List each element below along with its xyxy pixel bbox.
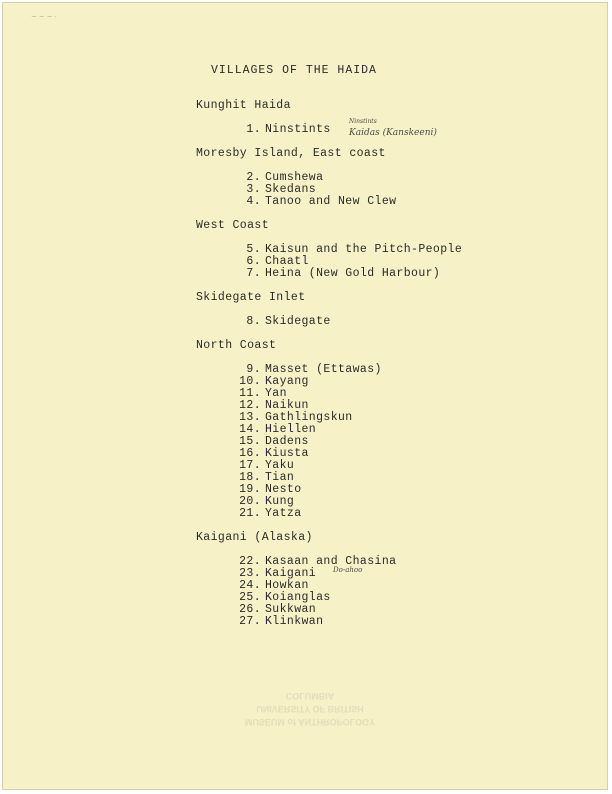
item-name: Tanoo and New Clew xyxy=(265,195,397,208)
item-name: Dadens xyxy=(265,435,309,448)
item-name: Skidegate xyxy=(265,315,331,328)
page-title: VILLAGES OF THE HAIDA xyxy=(211,64,377,77)
item-number: 13. xyxy=(239,411,261,424)
item-name: Yan xyxy=(265,387,287,400)
item-name: Kaisun and the Pitch-People xyxy=(265,243,463,256)
item-name: Koianglas xyxy=(265,591,331,604)
document-page xyxy=(2,2,608,790)
item-number: 11. xyxy=(239,387,261,400)
item-name: Heina (New Gold Harbour) xyxy=(265,267,441,280)
item-name: Sukkwan xyxy=(265,603,317,616)
item-name: Cumshewa xyxy=(265,171,324,184)
section-heading-kunghit-haida: Kunghit Haida xyxy=(196,99,291,112)
handwritten-annotation: Kaidas (Kanskeeni) xyxy=(349,128,437,138)
item-name: Howkan xyxy=(265,579,309,592)
item-name: Kaigani xyxy=(265,567,317,580)
item-number: 27. xyxy=(239,615,261,628)
item-number: 20. xyxy=(239,495,261,508)
item-name: Kung xyxy=(265,495,295,508)
item-number: 22. xyxy=(239,555,261,568)
item-number: 21. xyxy=(239,507,261,520)
item-name: Tian xyxy=(265,471,295,484)
item-number: 19. xyxy=(239,483,261,496)
item-name: Nesto xyxy=(265,483,302,496)
item-number: 18. xyxy=(239,471,261,484)
item-name: Kiusta xyxy=(265,447,309,460)
section-heading-north-coast: North Coast xyxy=(196,339,277,352)
item-number: 1. xyxy=(246,123,261,136)
item-name: Kasaan and Chasina xyxy=(265,555,397,568)
item-number: 26. xyxy=(239,603,261,616)
item-number: 9. xyxy=(246,363,261,376)
section-heading-moresby-island: Moresby Island, East coast xyxy=(196,147,386,160)
handwritten-annotation: Do-ahoo xyxy=(333,566,363,574)
list-item xyxy=(233,315,331,328)
item-name: Chaatl xyxy=(265,255,309,268)
item-number: 25. xyxy=(239,591,261,604)
stamp-line: MUSEUM of ANTHROPOLOGY xyxy=(244,717,376,727)
item-number: 24. xyxy=(239,579,261,592)
corner-mark: ~~~· xyxy=(31,13,59,21)
list-item xyxy=(233,123,331,136)
item-number: 4. xyxy=(246,195,261,208)
stamp-line: UNIVERSITY OF BRITISH xyxy=(256,704,364,714)
handwritten-annotation: Ninstints xyxy=(349,118,377,125)
museum-stamp xyxy=(235,643,385,728)
item-number: 8. xyxy=(246,315,261,328)
item-name: Klinkwan xyxy=(265,615,324,628)
section-heading-kaigani-alaska: Kaigani (Alaska) xyxy=(196,531,313,544)
list-item xyxy=(233,507,302,520)
item-number: 3. xyxy=(246,183,261,196)
item-name: Skedans xyxy=(265,183,317,196)
item-number: 7. xyxy=(246,267,261,280)
item-number: 14. xyxy=(239,423,261,436)
section-heading-skidegate-inlet: Skidegate Inlet xyxy=(196,291,306,304)
item-name: Yaku xyxy=(265,459,295,472)
item-name: Yatza xyxy=(265,507,302,520)
item-name: Kayang xyxy=(265,375,309,388)
stamp-line: COLUMBIA xyxy=(285,691,335,701)
item-number: 12. xyxy=(239,399,261,412)
list-item xyxy=(233,195,396,208)
item-number: 15. xyxy=(239,435,261,448)
section-heading-west-coast: West Coast xyxy=(196,219,270,232)
item-name: Naikun xyxy=(265,399,309,412)
item-number: 17. xyxy=(239,459,261,472)
item-name: Hiellen xyxy=(265,423,317,436)
list-item xyxy=(233,267,440,280)
item-number: 6. xyxy=(246,255,261,268)
item-number: 2. xyxy=(246,171,261,184)
item-number: 23. xyxy=(239,567,261,580)
item-name: Gathlingskun xyxy=(265,411,353,424)
item-number: 5. xyxy=(246,243,261,256)
list-item xyxy=(233,615,323,628)
item-name: Masset (Ettawas) xyxy=(265,363,382,376)
item-number: 10. xyxy=(239,375,261,388)
item-name: Ninstints xyxy=(265,123,331,136)
item-number: 16. xyxy=(239,447,261,460)
